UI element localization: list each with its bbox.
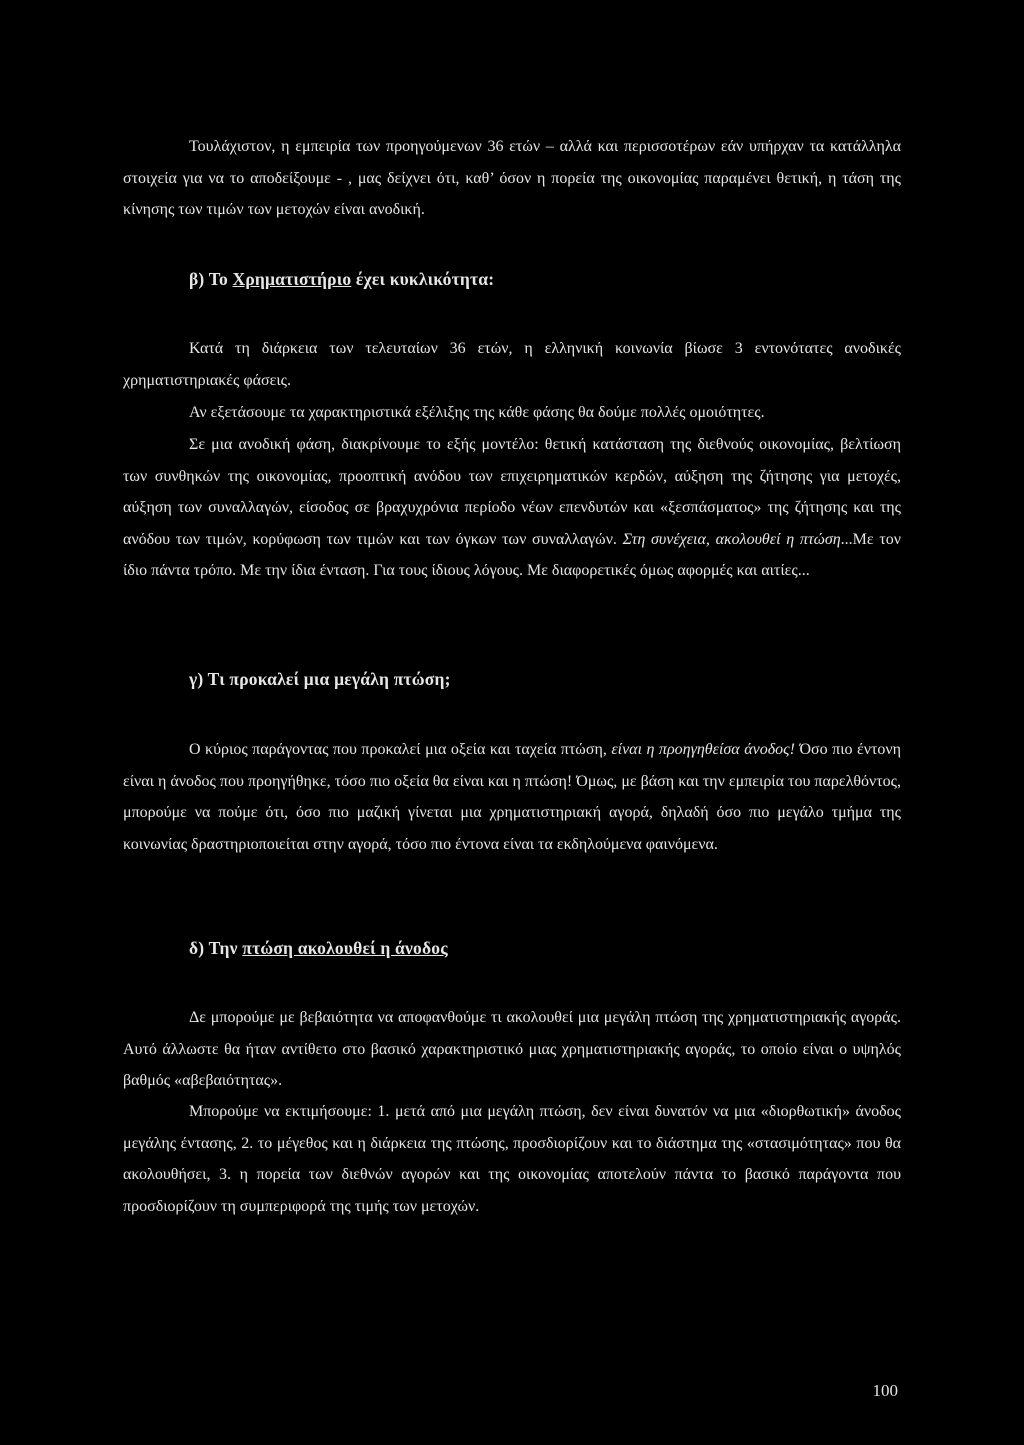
section-c-heading — [189, 669, 451, 690]
section-b-p1-text: Κατά τη διάρκεια των τελευταίων 36 ετών, η ελληνική κοινωνία βίωσε 3 εντονότατες ανοδικές χρηματιστηριακές φάσεις. — [123, 340, 901, 389]
section-b-heading-underlined: Χρηματιστήριο — [232, 269, 352, 289]
section-b-paragraph-1 — [123, 333, 901, 396]
section-d-heading — [189, 938, 448, 959]
section-b-heading-prefix: β) Το — [189, 269, 233, 289]
section-c-p1-italic: είναι η προηγηθείσα άνοδος! — [611, 741, 795, 758]
section-c-p1-end: Όσο πιο έντονη είναι η άνοδος που προηγήθηκε, τόσο πιο οξεία θα είναι και η πτώση! Όμως, με βάση και την εμπειρία του παρελθόντος, μπορούμε να πούμε ότι, όσο πιο μαζική γίνεται μια χρηματιστηριακή αγορά, δηλαδή όσο πιο μεγάλο τμήμα της κοινωνίας δραστηριοποιείται στην αγορά, τόσο πιο έντονα είναι τα εκδηλούμενα φαινόμενα. — [123, 741, 902, 853]
section-b-p2-text: Αν εξετάσουμε τα χαρακτηριστικά εξέλιξης της κάθε φάσης θα δούμε πολλές ομοιότητες. — [189, 404, 765, 421]
section-b-p3-start: Σε μια ανοδική φάση, διακρίνουμε το εξής μοντέλο: θετική κατάσταση της διεθνούς οικονομίας, βελτίωση των συνθηκών της οικονομίας, προοπτική ανόδου των επιχειρηματικών κερδών, αύξηση της ζήτησης για μετοχές, αύξηση των συναλλαγών, είσοδος σε βραχυχρόνια περίοδο νέων επενδυτών και «ξεσπάσματος» της ζήτησης και της ανόδου των τιμών, κορύφωση των τιμών και των όγκων των συναλλαγών. — [123, 436, 901, 548]
section-b-paragraph-2 — [123, 397, 901, 429]
section-c-p1-start: Ο κύριος παράγοντας που προκαλεί μια οξεία και ταχεία πτώση, — [189, 741, 612, 758]
page-number: 100 — [872, 1381, 898, 1400]
section-d-paragraph-1 — [123, 1002, 901, 1097]
section-d-heading-underlined: πτώση ακολουθεί η άνοδος — [242, 938, 448, 958]
intro-paragraph — [123, 131, 901, 226]
section-c-heading-text: γ) Τι προκαλεί μια μεγάλη πτώση; — [189, 669, 451, 689]
section-b-p3-end: ...Με τον ίδιο πάντα τρόπο. Με την ίδια ένταση. Για τους ίδιους λόγους. Με διαφορετικές όμως αφορμές και αιτίες... — [123, 530, 902, 580]
section-b-heading-suffix: έχει κυκλικότητα: — [351, 269, 495, 289]
section-b-p3-italic: Στη συνέχεια, ακολουθεί η πτώση — [622, 530, 841, 548]
section-d-heading-prefix: δ) Την — [189, 938, 243, 958]
section-d-paragraph-2 — [123, 1096, 901, 1222]
section-d-p1-text: Δε μπορούμε με βεβαιότητα να αποφανθούμε τι ακολουθεί μια μεγάλη πτώση της χρηματιστηριακής αγοράς. Αυτό άλλωστε θα ήταν αντίθετο στο βασικό χαρακτηριστικό μιας χρηματιστηριακής αγοράς, το οποίο είναι ο υψηλός βαθμός «αβεβαιότητας». — [123, 1009, 901, 1090]
section-d-p2-text: Μπορούμε να εκτιμήσουμε: 1. μετά από μια μεγάλη πτώση, δεν είναι δυνατόν να μια «διορθωτική» άνοδος μεγάλης έντασης, 2. το μέγεθος και η διάρκεια της πτώσης, προσδιορίζουν και το διάστημα της «στασιμότητας» που θα ακολουθήσει, 3. η πορεία των διεθνών αγορών και της οικονομίας αποτελούν πάντα το βασικό παράγοντα που προσδιορίζουν τη συμπεριφορά της τιμής των μετοχών. — [123, 1103, 901, 1215]
section-b-heading — [189, 269, 494, 290]
intro-text: Τουλάχιστον, η εμπειρία των προηγούμενων 36 ετών – αλλά και περισσοτέρων εάν υπήρχαν τα κατάλληλα στοιχεία για να το αποδείξουμε - , μας δείχνει ότι, καθ’ όσον η πορεία της οικονομίας παραμένει θετική, η τάση της κίνησης των τιμών των μετοχών είναι ανοδική. — [123, 138, 901, 219]
section-c-paragraph-1 — [123, 734, 901, 860]
section-b-paragraph-3 — [123, 429, 901, 587]
